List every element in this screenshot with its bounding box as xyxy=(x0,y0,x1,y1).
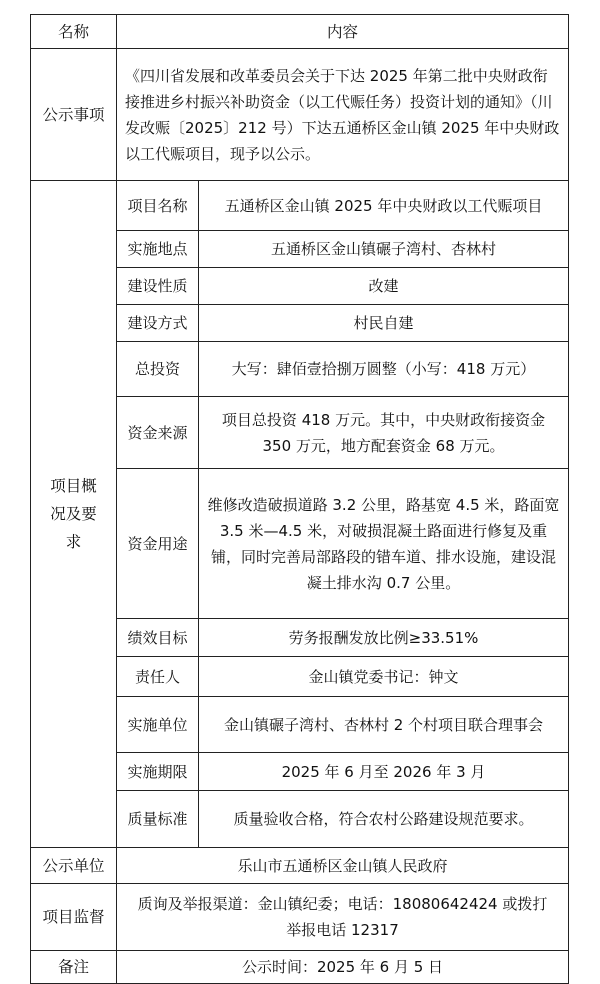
notice-table xyxy=(30,14,569,984)
row-label-nature: 建设性质 xyxy=(117,268,199,305)
publisher-label: 公示单位 xyxy=(31,848,117,884)
overview-row-project-name xyxy=(31,181,569,231)
row-value-nature: 改建 xyxy=(199,268,569,305)
remarks-value: 公示时间：2025 年 6 月 5 日 xyxy=(117,951,569,984)
row-value-quality: 质量验收合格，符合农村公路建设规范要求。 xyxy=(199,791,569,848)
row-label-usage: 资金用途 xyxy=(117,469,199,619)
row-value-method: 村民自建 xyxy=(199,305,569,342)
row-value-funding: 项目总投资 418 万元。其中，中央财政衔接资金 350 万元，地方配套资金 68 万元。 xyxy=(199,397,569,469)
header-name: 名称 xyxy=(31,15,117,49)
supervision-label: 项目监督 xyxy=(31,884,117,951)
publisher-row xyxy=(31,848,569,884)
row-label-unit: 实施单位 xyxy=(117,697,199,753)
row-value-usage: 维修改造破损道路 3.2 公里，路基宽 4.5 米，路面宽 3.5 米—4.5 米，对破损混凝土路面进行修复及重铺，同时完善局部路段的错车道、排水设施，建设混凝土排水沟 0.7 公里。 xyxy=(199,469,569,619)
notice-label: 公示事项 xyxy=(31,49,117,181)
row-label-project-name: 项目名称 xyxy=(117,181,199,231)
header-content: 内容 xyxy=(117,15,569,49)
supervision-value: 质询及举报渠道：金山镇纪委；电话：18080642424 或拨打举报电话 12317 xyxy=(117,884,569,951)
notice-row xyxy=(31,49,569,181)
supervision-row xyxy=(31,884,569,951)
row-value-location: 五通桥区金山镇碾子湾村、杏林村 xyxy=(199,231,569,268)
row-value-responsible: 金山镇党委书记：钟文 xyxy=(199,657,569,697)
remarks-row xyxy=(31,951,569,984)
remarks-label: 备注 xyxy=(31,951,117,984)
row-label-quality: 质量标准 xyxy=(117,791,199,848)
row-label-funding: 资金来源 xyxy=(117,397,199,469)
row-label-period: 实施期限 xyxy=(117,753,199,791)
row-value-target: 劳务报酬发放比例≥33.51% xyxy=(199,619,569,657)
row-label-responsible: 责任人 xyxy=(117,657,199,697)
publisher-value: 乐山市五通桥区金山镇人民政府 xyxy=(117,848,569,884)
overview-label: 项目概况及要求 xyxy=(31,181,117,848)
row-value-period: 2025 年 6 月至 2026 年 3 月 xyxy=(199,753,569,791)
row-value-project-name: 五通桥区金山镇 2025 年中央财政以工代赈项目 xyxy=(199,181,569,231)
notice-text: 《四川省发展和改革委员会关于下达 2025 年第二批中央财政衔接推进乡村振兴补助资金（以工代赈任务）投资计划的通知》（川发改赈〔2025〕212 号）下达五通桥区金山镇 2025 年中央财政以工代赈项目，现予以公示。 xyxy=(117,49,569,181)
row-label-location: 实施地点 xyxy=(117,231,199,268)
row-label-method: 建设方式 xyxy=(117,305,199,342)
row-value-unit: 金山镇碾子湾村、杏林村 2 个村项目联合理事会 xyxy=(199,697,569,753)
header-row xyxy=(31,15,569,49)
row-value-investment: 大写：肆佰壹拾捌万圆整（小写：418 万元） xyxy=(199,342,569,397)
row-label-target: 绩效目标 xyxy=(117,619,199,657)
row-label-investment: 总投资 xyxy=(117,342,199,397)
